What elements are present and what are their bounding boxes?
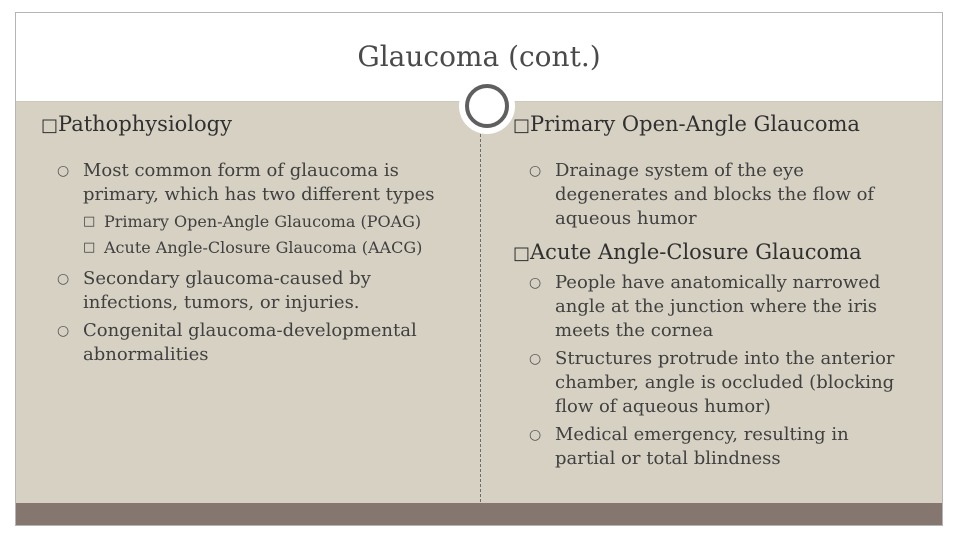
list-item: [513, 271, 913, 343]
sub-list-item: [41, 211, 461, 233]
list-item-text: Most common form of glaucoma is primary, which has two different types: [83, 160, 435, 205]
square-bullet-icon: □: [513, 115, 531, 136]
heading-text: Acute Angle-Closure Glaucoma: [530, 240, 862, 264]
column-divider: [480, 134, 481, 502]
footer-bar: [16, 503, 942, 525]
sub-list-item-text: Acute Angle-Closure Glaucoma (AACG): [104, 238, 423, 257]
heading-poag: [513, 111, 913, 139]
square-bullet-icon: □: [41, 115, 59, 136]
list-item: [513, 347, 913, 419]
heading-text: Primary Open-Angle Glaucoma: [530, 112, 860, 136]
list-item: [41, 319, 461, 367]
list-item: [513, 423, 913, 471]
list-item-text: Structures protrude into the anterior chamber, angle is occluded (blocking flow of aqueous humor): [555, 348, 895, 417]
circle-ring-icon: [465, 84, 509, 128]
list-item-text: Congenital glaucoma-developmental abnormalities: [83, 320, 417, 365]
list-item: [41, 159, 461, 207]
heading-text: Pathophysiology: [58, 112, 232, 136]
heading-aacg: [513, 239, 913, 267]
slide: [15, 12, 943, 526]
list-item-text: People have anatomically narrowed angle at the junction where the iris meets the cornea: [555, 272, 881, 341]
list-item-text: Secondary glaucoma-caused by infections, tumors, or injuries.: [83, 268, 371, 313]
square-bullet-icon: □: [83, 240, 96, 255]
list-item-text: Medical emergency, resulting in partial or total blindness: [555, 424, 849, 469]
circle-bullet-icon: ○: [57, 163, 70, 179]
slide-title: Glaucoma (cont.): [357, 40, 601, 73]
right-column: [513, 111, 913, 471]
square-bullet-icon: □: [83, 214, 96, 229]
circle-bullet-icon: ○: [529, 163, 542, 179]
circle-bullet-icon: ○: [529, 275, 542, 291]
list-item: [41, 267, 461, 315]
heading-pathophysiology: [41, 111, 461, 139]
sub-list-item: [41, 237, 461, 259]
list-item: [513, 159, 913, 231]
circle-bullet-icon: ○: [57, 323, 70, 339]
square-bullet-icon: □: [513, 243, 531, 264]
sub-list-item-text: Primary Open-Angle Glaucoma (POAG): [104, 212, 422, 231]
circle-bullet-icon: ○: [57, 271, 70, 287]
circle-bullet-icon: ○: [529, 351, 542, 367]
list-item-text: Drainage system of the eye degenerates and blocks the flow of aqueous humor: [555, 160, 875, 229]
circle-bullet-icon: ○: [529, 427, 542, 443]
left-column: [41, 111, 461, 367]
